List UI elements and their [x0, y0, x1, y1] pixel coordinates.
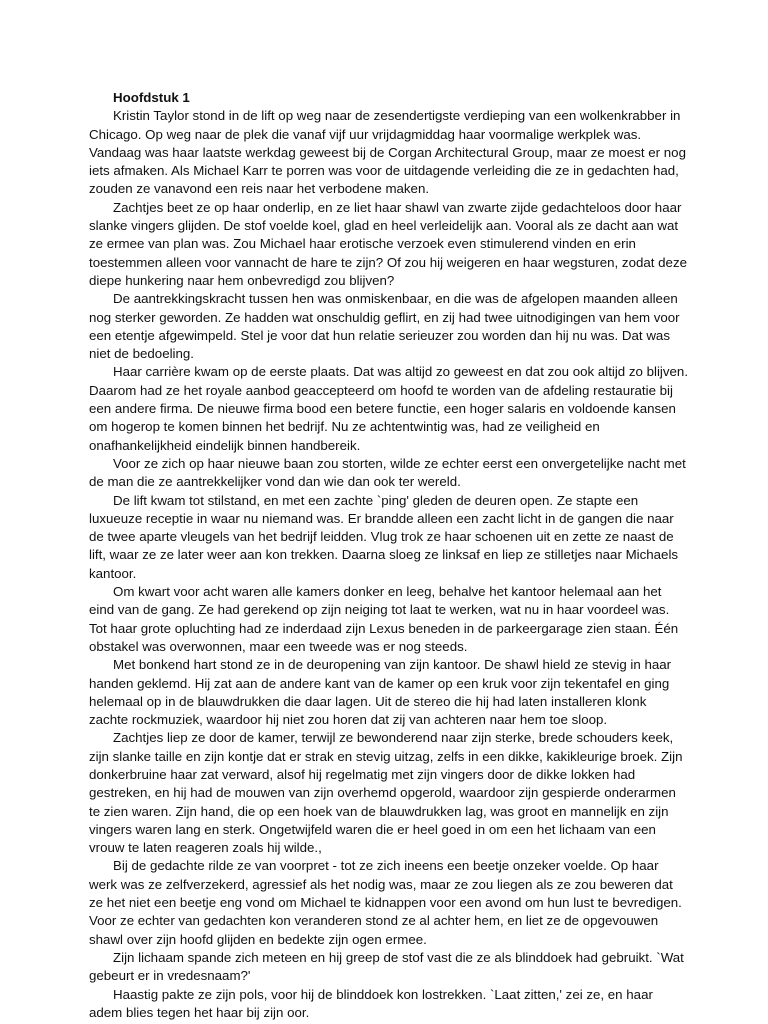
- paragraph-3: De aantrekkingskracht tussen hen was onmiskenbaar, en die was de afgelopen maanden alleen nog sterker geworden. Ze hadden wat onschuldig geflirt, en zij had twee uitnodigingen van hem voor een etentje afgewimpeld. Stel je voor dat hun relatie serieuzer zou worden dan hij nu was. Dat was niet de bedoeling.: [89, 291, 680, 362]
- chapter-title: Hoofdstuk 1: [113, 90, 190, 105]
- paragraph-8: Met bonkend hart stond ze in de deuropening van zijn kantoor. De shawl hield ze stevig in haar handen geklemd. Hij zat aan de andere kant van de kamer op een kruk voor zijn tekentafel en ging helemaal op in de blauwdrukken die daar lagen. Uit de stereo die hij had laten installeren klonk zachte rockmuziek, waardoor hij niet zou horen dat zij van achteren naar hem toe sloop.: [89, 657, 672, 728]
- paragraph-10: Bij de gedachte rilde ze van voorpret - tot ze zich ineens een beetje onzeker voelde. Op haar werk was ze zelfverzekerd, agressief als het nodig was, maar ze zou liegen als ze zou beweren dat ze het niet een beetje eng vond om Michael te kidnappen voor een avond om hun lust te bevredigen. Voor ze echter van gedachten kon veranderen stond ze al achter hem, en liet ze de opgevouwen shawl over zijn hoofd glijden en bedekte zijn ogen ermee.: [89, 858, 682, 947]
- paragraph-5: Voor ze zich op haar nieuwe baan zou storten, wilde ze echter eerst een onvergetelijke nacht met de man die ze aantrekkelijker vond dan wie dan ook ter wereld.: [89, 455, 686, 490]
- paragraph-4: Haar carrière kwam op de eerste plaats. Dat was altijd zo geweest en dat zou ook altijd zo blijven. Daarom had ze het royale aanbod geaccepteerd om hoofd te worden van de afdeling restauratie bij een andere firma. De nieuwe firma bood een betere functie, een hoger salaris en voldoende kansen om hogerop te komen binnen het bedrijf. Nu ze achtentwintig was, had ze veiligheid en onafhankelijkheid eindelijk binnen handbereik.: [89, 364, 689, 453]
- paragraph-1: Kristin Taylor stond in de lift op weg naar de zesendertigste verdieping van een wolkenkrabber in Chicago. Op weg naar de plek die vanaf vijf uur vrijdagmiddag haar voormalige werkplek was. Vandaag was haar laatste werkdag geweest bij de Corgan Architectural Group, maar ze moest er nog iets afmaken. Als Michael Karr te porren was voor de uitdagende verleiding die ze in gedachten had, zouden ze vanavond een reis naar het verbodene maken.: [89, 108, 686, 197]
- paragraph-9: Zachtjes liep ze door de kamer, terwijl ze bewonderend naar zijn sterke, brede schouders keek, zijn slanke taille en zijn kontje dat er strak en stevig uitzag, zelfs in een dikke, kakikleurige broek. Zijn donkerbruine haar zat verward, alsof hij regelmatig met zijn vingers door de dikke lokken had gestreken, en hij had de mouwen van zijn overhemd opgerold, waardoor zijn gespierde onderarmen te zien waren. Zijn hand, die op een hoek van de blauwdrukken lag, was groot en mannelijk en zijn vingers waren lang en sterk. Ongetwijfeld waren die er heel goed in om een het lichaam van een vrouw te laten reageren zoals hij wilde.,: [89, 730, 683, 856]
- paragraph-7: Om kwart voor acht waren alle kamers donker en leeg, behalve het kantoor helemaal aan het eind van de gang. Ze had gerekend op zijn neiging tot laat te werken, wat nu in haar voordeel was. Tot haar grote opluchting had ze inderdaad zijn Lexus beneden in de parkeergarage zien staan. Één obstakel was overwonnen, maar een tweede was er nog steeds.: [89, 584, 679, 654]
- text-column: [89, 89, 689, 1022]
- paragraph-12: Haastig pakte ze zijn pols, voor hij de blinddoek kon lostrekken. `Laat zitten,' zei ze, en haar adem blies tegen het haar bij zijn oor.: [89, 986, 653, 1020]
- paragraph-6: De lift kwam tot stilstand, en met een zachte `ping' gleden de deuren open. Ze stapte een luxueuze receptie in waar nu niemand was. Er brandde alleen een zacht licht in de gangen die naar de twee aparte vleugels van het bedrijf leidden. Vlug trok ze haar schoenen uit en zette ze naast de lift, waar ze ze later weer aan kon trekken. Daarna sloeg ze linksaf en liep ze stilletjes naar Michaels kantoor.: [89, 492, 679, 581]
- paragraph-2: Zachtjes beet ze op haar onderlip, en ze liet haar shawl van zwarte zijde gedachteloos door haar slanke vingers glijden. De stof voelde koel, glad en heel verleidelijk aan. Vooral als ze dacht aan wat ze ermee van plan was. Zou Michael haar erotische verzoek even stimulerend vinden en erin toestemmen alleen voor vannacht de hare te zijn? Of zou hij weigeren en haar wegsturen, zodat deze diepe hunkering naar hem onbevredigd zou blijven?: [89, 199, 687, 288]
- paragraph-11: Zijn lichaam spande zich meteen en hij greep de stof vast die ze als blinddoek had gebruikt. `Wat gebeurt er in vredesnaam?': [89, 949, 684, 984]
